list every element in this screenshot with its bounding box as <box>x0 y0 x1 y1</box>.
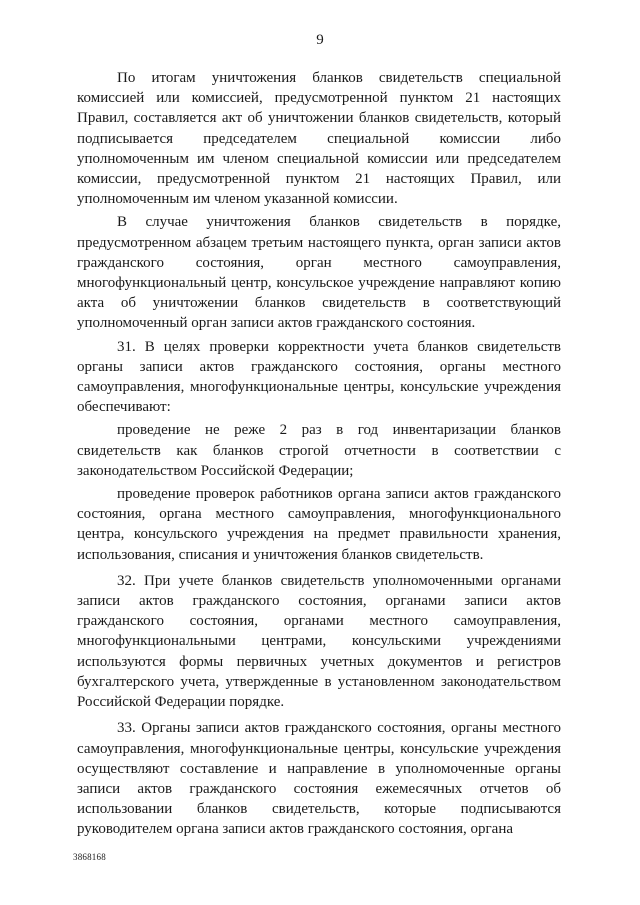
paragraph-31-inventory: проведение не реже 2 раз в год инвентаризации бланков свидетельств как бланков строгой отчетности в соответствии с законодательством Российской Федерации; <box>77 422 561 479</box>
paragraph-31-inspections: проведение проверок работников органа записи актов гражданского состояния, органа местного самоуправления, многофункционального центра, консульского учреждения на предмет правильности хранения, использования, списания и уничтожения бланков свидетельств. <box>77 486 561 563</box>
document-code: 3868168 <box>73 852 106 862</box>
paragraph-destruction-act: По итогам уничтожения бланков свидетельств специальной комиссией или комиссией, предусмотренной пунктом 21 настоящих Правил, составляется акт об уничтожении бланков свидетельств, который подписывается председателем специальной комиссии либо уполномоченным им членом специальной комиссии или председателем комиссии, предусмотренной пунктом 21 настоящих Правил, или уполномоченным им членом указанной комиссии. <box>77 70 561 208</box>
paragraph-32: 32. При учете бланков свидетельств уполномоченными органами записи актов гражданского состояния, органами записи актов гражданского состояния, органами местного самоуправления, многофункциональными центрами, консульскими учреждениями используются формы первичных учетных документов и регистров бухгалтерского учета, утвержденные в установленном законодательством Российской Федерации порядке. <box>77 572 561 711</box>
paragraph-31: 31. В целях проверки корректности учета бланков свидетельств органы записи актов гражданского состояния, органы местного самоуправления, многофункциональные центры, консульские учреждения обеспечивают: <box>77 338 561 416</box>
paragraph-33: 33. Органы записи актов гражданского состояния, органы местного самоуправления, многофункциональные центры, консульские учреждения осуществляют составление и направление в уполномоченные органы записи актов гражданского состояния ежемесячных отчетов об использовании бланков свидетельств, которые подписываются руководителем органа записи актов гражданского состояния, органа <box>77 720 561 838</box>
paragraph-act-copy: В случае уничтожения бланков свидетельств в порядке, предусмотренном абзацем третьим настоящего пункта, орган записи актов гражданского состояния, орган местного самоуправления, многофункциональный центр, консульское учреждение направляют копию акта об уничтожении бланков свидетельств в соответствующий уполномоченный орган записи актов гражданского состояния. <box>77 214 561 332</box>
document-body <box>77 68 561 840</box>
page-number: 9 <box>316 32 324 48</box>
